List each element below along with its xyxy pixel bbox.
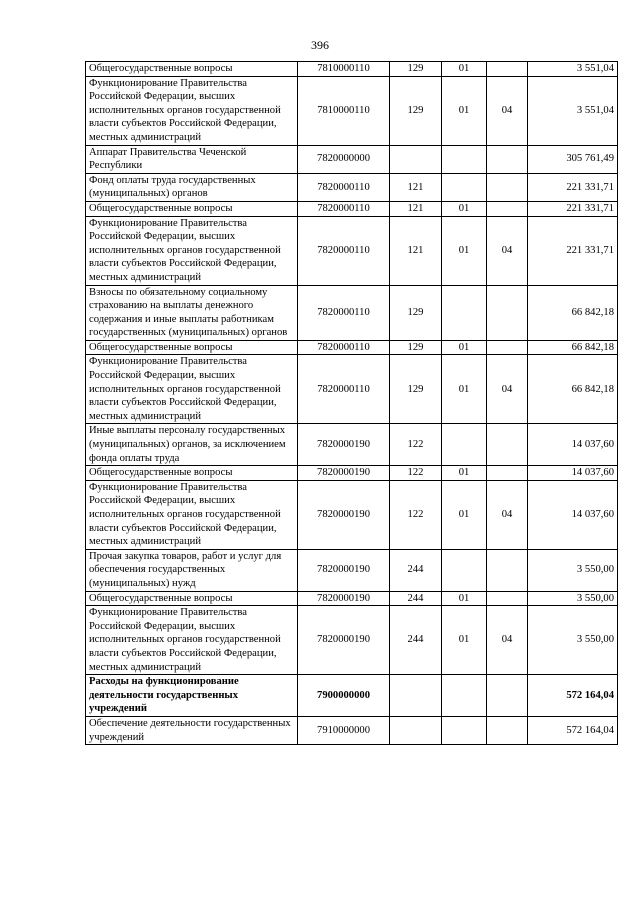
section-cell: 01 xyxy=(442,591,487,606)
table-row xyxy=(86,145,618,173)
table-row xyxy=(86,355,618,424)
table-row xyxy=(86,424,618,466)
section-cell: 01 xyxy=(442,355,487,424)
expense-type-cell: 129 xyxy=(390,62,442,77)
target-code-cell: 7820000190 xyxy=(298,480,390,549)
target-code-cell: 7820000110 xyxy=(298,355,390,424)
subsection-cell xyxy=(487,201,528,216)
expense-type-cell: 244 xyxy=(390,606,442,675)
table-row xyxy=(86,591,618,606)
amount-cell: 305 761,49 xyxy=(528,145,618,173)
subsection-cell xyxy=(487,145,528,173)
expense-type-cell: 244 xyxy=(390,549,442,591)
target-code-cell: 7820000110 xyxy=(298,285,390,340)
expense-type-cell: 121 xyxy=(390,216,442,285)
row-name-cell: Функционирование Правительства Российской Федерации, высших исполнительных органов государственной власти субъектов Российской Федерации, местных администраций xyxy=(86,76,298,145)
amount-cell: 221 331,71 xyxy=(528,173,618,201)
expense-type-cell: 244 xyxy=(390,591,442,606)
subsection-cell xyxy=(487,675,528,717)
amount-cell: 572 164,04 xyxy=(528,675,618,717)
expense-type-cell: 122 xyxy=(390,480,442,549)
expense-type-cell: 122 xyxy=(390,424,442,466)
section-cell: 01 xyxy=(442,216,487,285)
row-name-cell: Общегосударственные вопросы xyxy=(86,201,298,216)
table-row xyxy=(86,285,618,340)
row-name-cell: Общегосударственные вопросы xyxy=(86,466,298,481)
expense-type-cell: 121 xyxy=(390,173,442,201)
subsection-cell xyxy=(487,591,528,606)
amount-cell: 3 551,04 xyxy=(528,62,618,77)
target-code-cell: 7820000190 xyxy=(298,591,390,606)
table-row xyxy=(86,549,618,591)
target-code-cell: 7820000190 xyxy=(298,606,390,675)
section-cell: 01 xyxy=(442,201,487,216)
section-cell: 01 xyxy=(442,340,487,355)
subsection-cell xyxy=(487,716,528,744)
section-cell: 01 xyxy=(442,62,487,77)
row-name-cell: Функционирование Правительства Российской Федерации, высших исполнительных органов государственной власти субъектов Российской Федерации, местных администраций xyxy=(86,606,298,675)
section-cell xyxy=(442,549,487,591)
subsection-cell xyxy=(487,466,528,481)
expense-type-cell: 129 xyxy=(390,76,442,145)
amount-cell: 221 331,71 xyxy=(528,216,618,285)
section-cell: 01 xyxy=(442,76,487,145)
subsection-cell xyxy=(487,424,528,466)
section-cell: 01 xyxy=(442,480,487,549)
row-name-cell: Обеспечение деятельности государственных учреждений xyxy=(86,716,298,744)
target-code-cell: 7820000110 xyxy=(298,201,390,216)
table-row xyxy=(86,201,618,216)
amount-cell: 3 550,00 xyxy=(528,549,618,591)
target-code-cell: 7820000190 xyxy=(298,424,390,466)
amount-cell: 66 842,18 xyxy=(528,285,618,340)
table-row xyxy=(86,466,618,481)
section-cell: 01 xyxy=(442,606,487,675)
table-row xyxy=(86,216,618,285)
target-code-cell: 7820000110 xyxy=(298,340,390,355)
subsection-cell: 04 xyxy=(487,76,528,145)
section-cell: 01 xyxy=(442,466,487,481)
expense-type-cell: 129 xyxy=(390,355,442,424)
subsection-cell: 04 xyxy=(487,216,528,285)
row-name-cell: Фонд оплаты труда государственных (муниципальных) органов xyxy=(86,173,298,201)
expense-type-cell: 129 xyxy=(390,340,442,355)
expense-type-cell: 129 xyxy=(390,285,442,340)
subsection-cell: 04 xyxy=(487,606,528,675)
expense-type-cell xyxy=(390,675,442,717)
amount-cell: 66 842,18 xyxy=(528,355,618,424)
target-code-cell: 7910000000 xyxy=(298,716,390,744)
subsection-cell xyxy=(487,173,528,201)
target-code-cell: 7820000110 xyxy=(298,216,390,285)
subsection-cell: 04 xyxy=(487,355,528,424)
budget-table-body xyxy=(86,62,618,745)
target-code-cell: 7820000000 xyxy=(298,145,390,173)
row-name-cell: Функционирование Правительства Российской Федерации, высших исполнительных органов государственной власти субъектов Российской Федерации, местных администраций xyxy=(86,216,298,285)
row-name-cell: Общегосударственные вопросы xyxy=(86,62,298,77)
row-name-cell: Иные выплаты персоналу государственных (муниципальных) органов, за исключением фонда оплаты труда xyxy=(86,424,298,466)
amount-cell: 3 550,00 xyxy=(528,606,618,675)
subsection-cell: 04 xyxy=(487,480,528,549)
expense-type-cell xyxy=(390,145,442,173)
target-code-cell: 7820000190 xyxy=(298,466,390,481)
row-name-cell: Функционирование Правительства Российской Федерации, высших исполнительных органов государственной власти субъектов Российской Федерации, местных администраций xyxy=(86,355,298,424)
subsection-cell xyxy=(487,285,528,340)
expense-type-cell: 121 xyxy=(390,201,442,216)
row-name-cell: Прочая закупка товаров, работ и услуг для обеспечения государственных (муниципальных) нужд xyxy=(86,549,298,591)
table-row xyxy=(86,675,618,717)
row-name-cell: Общегосударственные вопросы xyxy=(86,340,298,355)
row-name-cell: Взносы по обязательному социальному страхованию на выплаты денежного содержания и иные выплаты работникам государственных (муниципальных) органов xyxy=(86,285,298,340)
section-cell xyxy=(442,145,487,173)
amount-cell: 3 550,00 xyxy=(528,591,618,606)
amount-cell: 3 551,04 xyxy=(528,76,618,145)
target-code-cell: 7820000110 xyxy=(298,173,390,201)
target-code-cell: 7900000000 xyxy=(298,675,390,717)
budget-table xyxy=(85,61,618,745)
table-row xyxy=(86,173,618,201)
section-cell xyxy=(442,424,487,466)
amount-cell: 14 037,60 xyxy=(528,466,618,481)
target-code-cell: 7820000190 xyxy=(298,549,390,591)
expense-type-cell: 122 xyxy=(390,466,442,481)
table-row xyxy=(86,62,618,77)
table-row xyxy=(86,716,618,744)
table-row xyxy=(86,480,618,549)
amount-cell: 14 037,60 xyxy=(528,480,618,549)
amount-cell: 572 164,04 xyxy=(528,716,618,744)
table-row xyxy=(86,606,618,675)
expense-type-cell xyxy=(390,716,442,744)
row-name-cell: Аппарат Правительства Чеченской Республики xyxy=(86,145,298,173)
amount-cell: 14 037,60 xyxy=(528,424,618,466)
section-cell xyxy=(442,716,487,744)
target-code-cell: 7810000110 xyxy=(298,76,390,145)
subsection-cell xyxy=(487,549,528,591)
amount-cell: 66 842,18 xyxy=(528,340,618,355)
page-number: 396 xyxy=(311,38,329,52)
row-name-cell: Расходы на функционирование деятельности государственных учреждений xyxy=(86,675,298,717)
section-cell xyxy=(442,675,487,717)
subsection-cell xyxy=(487,62,528,77)
section-cell xyxy=(442,285,487,340)
table-row xyxy=(86,340,618,355)
amount-cell: 221 331,71 xyxy=(528,201,618,216)
subsection-cell xyxy=(487,340,528,355)
target-code-cell: 7810000110 xyxy=(298,62,390,77)
row-name-cell: Функционирование Правительства Российской Федерации, высших исполнительных органов государственной власти субъектов Российской Федерации, местных администраций xyxy=(86,480,298,549)
table-row xyxy=(86,76,618,145)
section-cell xyxy=(442,173,487,201)
row-name-cell: Общегосударственные вопросы xyxy=(86,591,298,606)
